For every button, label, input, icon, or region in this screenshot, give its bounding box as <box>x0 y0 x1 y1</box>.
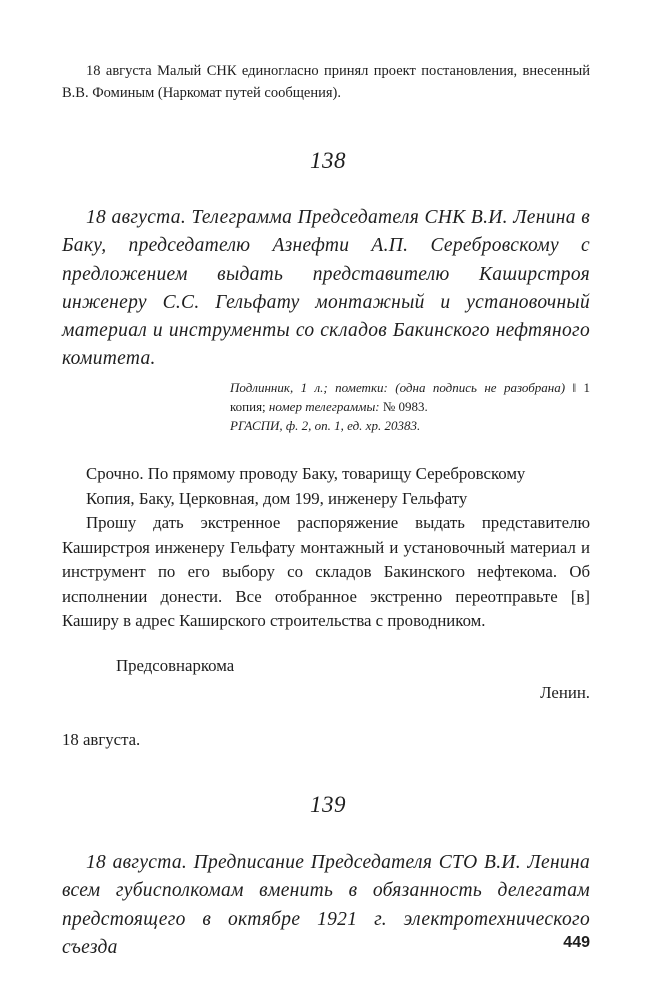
intro-note-text: 18 августа Малый СНК единогласно принял проект постановления, внесенный В.В. Фоминым (Наркомат путей сообщения). <box>62 63 590 101</box>
signature-name: Ленин. <box>540 683 590 702</box>
page-number: 449 <box>563 934 590 951</box>
telegram-text: Прошу дать экстренное распоряжение выдать представителю Каширстроя инженеру Гельфату монтажный и установочный материал и инструмент по его выбору со складов Бакинского нефтекома. Об исполнении донести. Все отобранное экстренно переотправьте [в] Каширу в адрес Каширского строительства с проводником. <box>62 513 590 630</box>
intro-note <box>62 60 590 104</box>
document-number-138: 138 <box>310 148 346 173</box>
archival-part-3: номер телеграммы: <box>268 399 380 414</box>
signature-title: Предсовнаркома <box>116 656 235 675</box>
document-heading-138 <box>62 204 590 374</box>
document-heading-139-text: 18 августа. Предписание Председателя СТО В.И. Ленина всем губисполкомам вменить в обязанность делегатам предстоящего в октябре 1921 г. электротехнического съезда <box>62 852 590 958</box>
address-line-2: Копия, Баку, Церковная, дом 199, инженеру Гельфату <box>86 488 468 508</box>
address-line-1: Срочно. По прямому проводу Баку, товарищу Серебровскому <box>86 464 526 483</box>
document-heading-138-text: 18 августа. Телеграмма Председателя СНК В.И. Ленина в Баку, председателю Азнефти А.П. Серебровскому с предложением выдать представителю Каширстроя инженеру С.С. Гельфату монтажный и установочный материал и инструменты со складов Бакинского нефтяного комитета. <box>62 207 590 370</box>
archival-part-4: № 0983. <box>379 399 428 414</box>
telegram-body <box>62 462 590 634</box>
archival-part-1: Подлинник, 1 л.; пометки: (одна подпись не разобрана) <box>230 380 566 395</box>
document-date: 18 августа. <box>62 730 141 749</box>
archival-part-2: ‖ 1 копия; <box>230 380 590 414</box>
document-number-139: 139 <box>310 792 346 817</box>
archival-reference <box>230 378 590 435</box>
archival-part-5: РГАСПИ, ф. 2, оп. 1, ед. хр. 20383. <box>230 418 421 433</box>
